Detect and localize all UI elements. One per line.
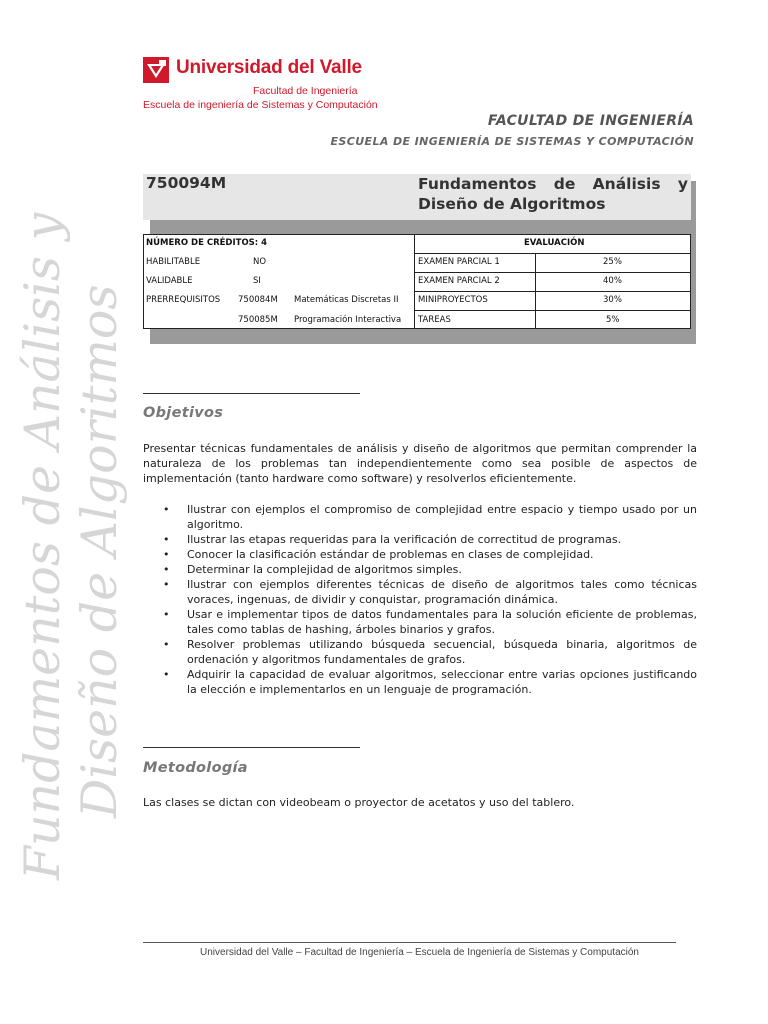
habilitable-value: NO <box>253 257 267 267</box>
evaluation-percent: 25% <box>603 257 622 267</box>
table-divider <box>415 310 690 311</box>
prerequisites-label: PRERREQUISITOS <box>146 295 221 305</box>
list-item <box>163 562 697 577</box>
table-divider <box>415 291 690 292</box>
evaluation-item: EXAMEN PARCIAL 1 <box>418 257 500 267</box>
prerequisite-code: 750084M <box>238 295 278 305</box>
bullet: • <box>163 578 170 591</box>
list-item-text: Resolver problemas utilizando búsqueda secuencial, búsqueda binaria, algoritmos de ordenación y algoritmos fundamentales de grafos. <box>187 638 697 666</box>
prerequisite-name: Programación Interactiva <box>294 315 402 325</box>
side-watermark-title <box>14 212 134 880</box>
side-title-line-2: Diseño de Algoritmos <box>71 284 128 818</box>
logo-faculty: Facultad de Ingeniería <box>253 85 358 97</box>
logo-school: Escuela de ingeniería de Sistemas y Computación <box>143 99 378 111</box>
objetivos-intro: Presentar técnicas fundamentales de análisis y diseño de algoritmos que permitan comprender la naturaleza de los problemas tan independientemente como sea posible de aspectos de implementación (tanto hardware como software) y resolverlos eficientemente. <box>143 442 697 485</box>
evaluation-percent: 40% <box>603 276 622 286</box>
list-item <box>163 607 697 637</box>
bullet: • <box>163 638 170 651</box>
credits-label: NÚMERO DE CRÉDITOS: 4 <box>146 238 268 248</box>
list-item <box>163 637 697 667</box>
univalle-logo-icon <box>143 57 169 83</box>
list-item-text: Ilustrar con ejemplos diferentes técnicas de diseño de algoritmos tales como técnicas voraces, ingenuas, de dividir y conquistar, programación dinámica. <box>187 578 697 606</box>
footer-text: Universidad del Valle – Facultad de Ingeniería – Escuela de Ingeniería de Sistemas y Computación <box>200 947 639 958</box>
bullet: • <box>163 533 170 546</box>
school-title: ESCUELA DE INGENIERÍA DE SISTEMAS Y COMPUTACIÓN <box>330 135 694 148</box>
side-title-line-1: Fundamentos de Análisis y <box>14 212 71 880</box>
bullet: • <box>163 548 170 561</box>
habilitable-label: HABILITABLE <box>146 257 201 267</box>
metodologia-text: Las clases se dictan con videobeam o proyector de acetatos y uso del tablero. <box>143 796 575 809</box>
course-info-table <box>143 234 691 329</box>
list-item-text: Usar e implementar tipos de datos fundamentales para la solución eficiente de problemas, tales como tablas de hashing, árboles binarios y grafos. <box>187 608 697 636</box>
bullet: • <box>163 503 170 516</box>
table-divider <box>415 253 690 254</box>
evaluation-header: EVALUACIÓN <box>524 238 585 248</box>
faculty-title: FACULTAD DE INGENIERÍA <box>487 113 694 129</box>
list-item-text: Ilustrar las etapas requeridas para la verificación de correctitud de programas. <box>187 533 622 546</box>
bullet: • <box>163 563 170 576</box>
table-divider <box>414 235 415 328</box>
list-item <box>163 577 697 607</box>
list-item <box>163 547 697 562</box>
footer-rule <box>143 942 676 943</box>
prerequisite-code: 750085M <box>238 315 278 325</box>
list-item-text: Ilustrar con ejemplos el compromiso de complejidad entre espacio y tiempo usado por un algoritmo. <box>187 503 697 531</box>
section-rule <box>143 393 360 394</box>
course-name: Fundamentos de Análisis y Diseño de Algoritmos <box>418 175 688 213</box>
list-item <box>163 667 697 697</box>
metodologia-heading: Metodología <box>143 760 248 776</box>
evaluation-item: TAREAS <box>418 315 451 325</box>
evaluation-item: MINIPROYECTOS <box>418 295 488 305</box>
list-item <box>163 502 697 532</box>
evaluation-percent: 5% <box>606 315 620 325</box>
prerequisite-name: Matemáticas Discretas II <box>294 295 399 305</box>
validable-label: VALIDABLE <box>146 276 193 286</box>
list-item-text: Determinar la complejidad de algoritmos simples. <box>187 563 462 576</box>
list-item <box>163 532 697 547</box>
list-item-text: Conocer la clasificación estándar de problemas en clases de complejidad. <box>187 548 594 561</box>
objetivos-list <box>163 502 697 697</box>
course-code: 750094M <box>146 174 227 192</box>
logo-university-name: Universidad del Valle <box>176 57 362 78</box>
evaluation-percent: 30% <box>603 295 622 305</box>
bullet: • <box>163 608 170 621</box>
evaluation-item: EXAMEN PARCIAL 2 <box>418 276 500 286</box>
objetivos-heading: Objetivos <box>143 405 224 421</box>
section-rule <box>143 747 360 748</box>
bullet: • <box>163 668 170 681</box>
list-item-text: Adquirir la capacidad de evaluar algoritmos, seleccionar entre varias opciones justificando la elección e implementarlos en un lenguaje de programación. <box>187 668 697 696</box>
table-divider <box>415 272 690 273</box>
validable-value: SI <box>253 276 261 286</box>
